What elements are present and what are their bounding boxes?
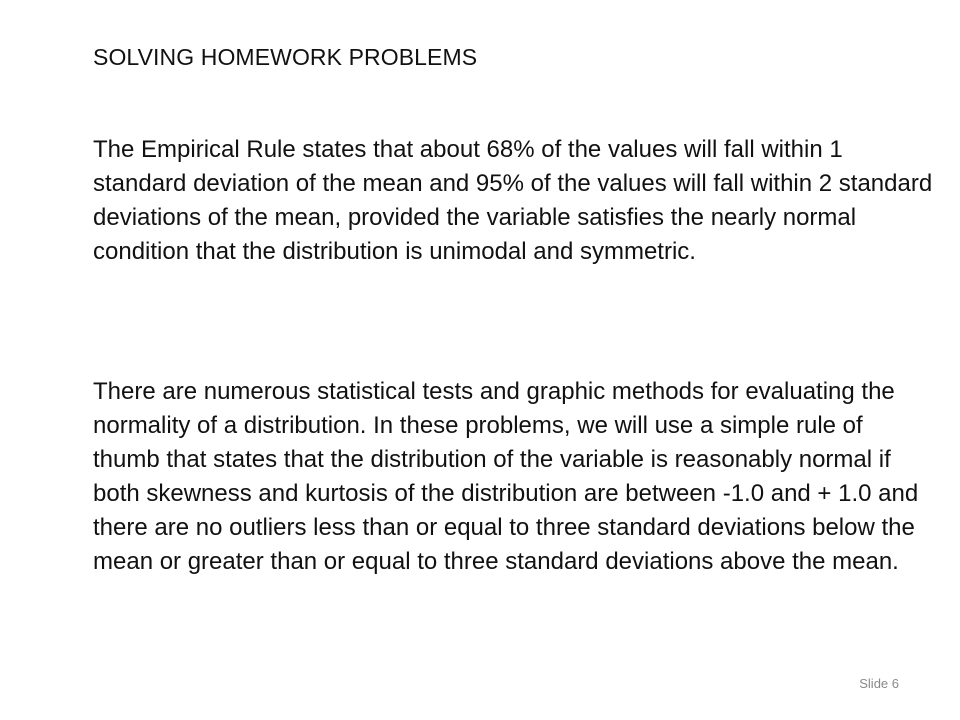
paragraph-normality-rule: There are numerous statistical tests and graphic methods for evaluating the normality of a distribution. In these problems, we will use a simple rule of thumb that states that the distribution of the variable is reasonably normal if both skewness and kurtosis of the distribution are between -1.0 and + 1.0 and there are no outliers less than or equal to three standard deviations below the mean or greater than or equal to three standard deviations above the mean. [93, 378, 919, 575]
paragraph-empirical-rule: The Empirical Rule states that about 68% of the values will fall within 1 standard deviation of the mean and 95% of the values will fall within 2 standard deviations of the mean, provided the variable satisfies the nearly normal condition that the distribution is unimodal and symmetric. [93, 136, 933, 265]
slide-number: Slide 6 [859, 676, 899, 691]
slide-title: SOLVING HOMEWORK PROBLEMS [93, 44, 478, 70]
